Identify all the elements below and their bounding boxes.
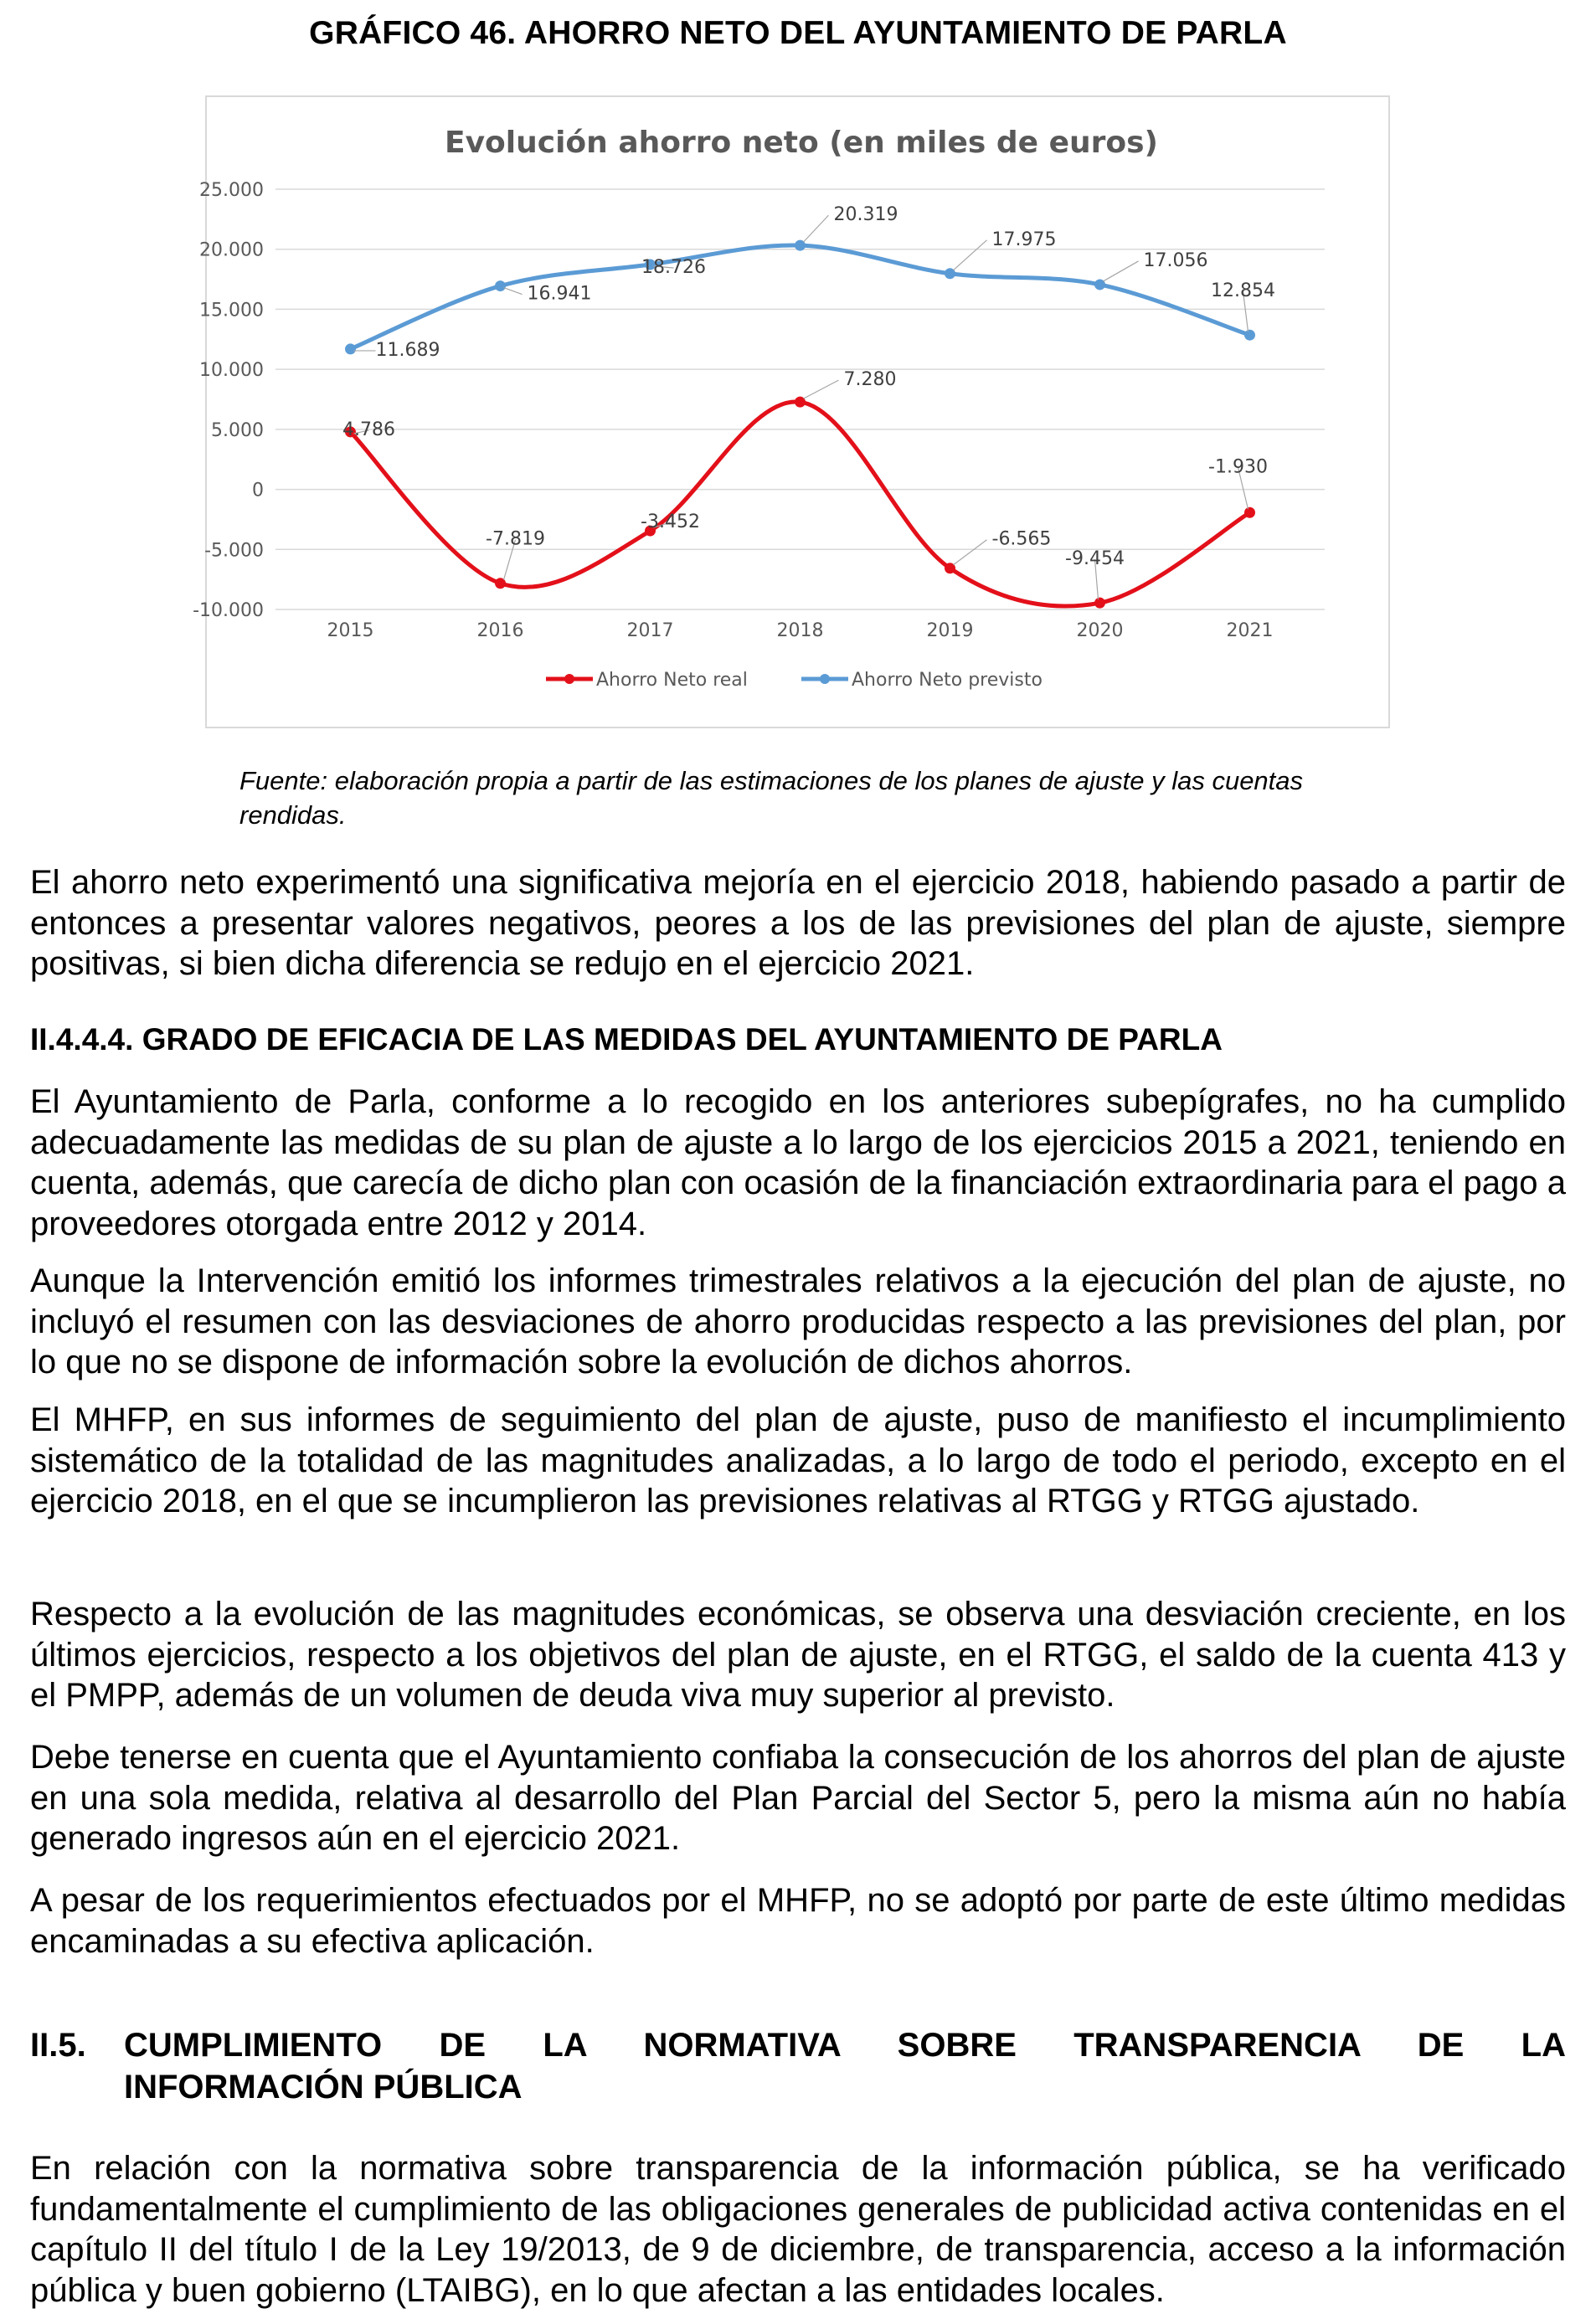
data-point — [345, 343, 356, 354]
data-point — [1094, 598, 1105, 609]
chart-title: Evolución ahorro neto (en miles de euros) — [444, 126, 1159, 160]
data-point — [1244, 507, 1255, 518]
paragraph-4: El MHFP, en sus informes de seguimiento del plan de ajuste, puso de manifiesto el incumplimiento sistemático de la totalidad de las magnitudes analizadas, a lo largo de todo el periodo, excepto en el ejercicio 2018, en el que se incumplieron las previsiones relativas al RTGG y RTGG ajustado. — [30, 1401, 1566, 1519]
data-label: -6.565 — [991, 528, 1052, 550]
data-label-leader — [804, 380, 839, 398]
data-label: 4.786 — [342, 419, 395, 440]
y-tick-label: 0 — [252, 480, 264, 501]
x-tick-label: 2019 — [926, 620, 974, 641]
figure-title: GRÁFICO 46. AHORRO NETO DEL AYUNTAMIENTO DE PARLA — [309, 15, 1287, 51]
data-label-leader — [954, 240, 987, 270]
section-title-line-2: INFORMACIÓN PÚBLICA — [124, 2069, 523, 2105]
data-label: 16.941 — [527, 283, 592, 305]
legend-label: Ahorro Neto previsto — [852, 670, 1043, 691]
data-label: 12.854 — [1211, 280, 1275, 302]
section-title-line-1: CUMPLIMIENTO DE LA NORMATIVA SOBRE TRANSPARENCIA DE LA — [124, 2027, 1566, 2064]
y-tick-label: 25.000 — [199, 180, 264, 201]
x-axis-ticks — [327, 620, 1274, 641]
x-tick-label: 2020 — [1076, 620, 1124, 641]
data-label: 20.319 — [833, 204, 898, 226]
legend-label: Ahorro Neto real — [596, 670, 748, 691]
x-tick-label: 2018 — [776, 620, 824, 641]
y-axis-ticks — [193, 180, 264, 621]
data-point — [495, 280, 506, 291]
x-tick-label: 2017 — [626, 620, 674, 641]
section-heading-ii-4-4-4: II.4.4.4. GRADO DE EFICACIA DE LAS MEDIDAS DEL AYUNTAMIENTO DE PARLA — [30, 1022, 1223, 1057]
data-label: 17.975 — [991, 229, 1057, 250]
paragraph-8: En relación con la normativa sobre transparencia de la información pública, se ha verificado fundamentalmente el cumplimiento de las obligaciones generales de publicidad activa contenidas en el capítulo II del título I de la Ley 19/2013, de 9 de diciembre, de transparencia, acceso a la información pública y buen gobierno (LTAIBG), en lo que afectan a las entidades locales. — [30, 2150, 1566, 2309]
line-chart — [193, 97, 1388, 727]
data-label-leader — [504, 288, 523, 295]
data-label-leader — [954, 540, 987, 565]
paragraph-6: Debe tenerse en cuenta que el Ayuntamiento confiaba la consecución de los ahorros del plan de ajuste en una sola medida, relativa al desarrollo del Plan Parcial del Sector 5, pero la misma aún no había generado ingresos aún en el ejercicio 2021. — [30, 1739, 1566, 1857]
legend-marker — [564, 674, 574, 684]
chart-series — [342, 204, 1275, 609]
y-tick-label: -10.000 — [193, 600, 264, 621]
x-tick-label: 2016 — [476, 620, 524, 641]
figure-source-note: Fuente: elaboración propia a partir de las estimaciones de los planes de ajuste y las cuentas rendidas. — [239, 766, 1304, 830]
paragraph-7: A pesar de los requerimientos efectuados por el MHFP, no se adoptó por parte de este último medidas encaminadas a su efectiva aplicación. — [30, 1882, 1566, 1960]
data-label: 18.726 — [641, 256, 706, 278]
y-tick-label: 10.000 — [199, 360, 264, 382]
data-label: 17.056 — [1143, 249, 1208, 271]
chart-frame — [193, 95, 1390, 728]
chart-legend — [546, 670, 1043, 691]
data-label-leader — [804, 215, 829, 242]
data-label: -3.452 — [641, 512, 700, 533]
paragraph-1: El ahorro neto experimentó una significativa mejoría en el ejercicio 2018, habiendo pasado a partir de entonces a presentar valores negativos, peores a los de las previsiones del plan de ajuste, siempre positivas, si bien dicha diferencia se redujo en el ejercicio 2021. — [30, 864, 1566, 982]
y-tick-label: 15.000 — [199, 300, 264, 321]
y-tick-label: -5.000 — [204, 540, 264, 562]
paragraph-2: El Ayuntamiento de Parla, conforme a lo recogido en los anteriores subepígrafes, no ha cumplido adecuadamente las medidas de su plan de ajuste a lo largo de los ejercicios 2015 a 2021, teniendo en cuenta, además, que carecía de dicho plan con ocasión de la financiación extraordinaria para el pago a proveedores otorgada entre 2012 y 2014. — [30, 1083, 1566, 1242]
y-tick-label: 20.000 — [199, 239, 264, 261]
section-number: II.5. — [30, 2027, 86, 2064]
data-label: -1.930 — [1208, 456, 1268, 478]
data-label: 7.280 — [843, 369, 897, 391]
legend-marker — [820, 674, 830, 684]
x-tick-label: 2021 — [1226, 620, 1274, 641]
data-label: -7.819 — [486, 528, 545, 550]
data-label: 11.689 — [375, 339, 440, 361]
y-tick-label: 5.000 — [211, 419, 264, 441]
section-heading-ii-5 — [30, 2024, 1566, 2108]
series-previsto-line — [351, 245, 1250, 349]
series-real-line — [351, 402, 1250, 606]
data-label-leader — [1104, 261, 1139, 281]
data-point — [1244, 330, 1255, 341]
data-label: -9.454 — [1065, 548, 1125, 570]
paragraph-5: Respecto a la evolución de las magnitudes económicas, se observa una desviación creciente, en los últimos ejercicios, respecto a los objetivos del plan de ajuste, en el RTGG, el saldo de la cuenta 413 y el PMPP, además de un volumen de deuda viva muy superior al previsto. — [30, 1596, 1566, 1714]
x-tick-label: 2015 — [327, 620, 374, 641]
paragraph-3: Aunque la Intervención emitió los informes trimestrales relativos a la ejecución del plan de ajuste, no incluyó el resumen con las desviaciones de ahorro producidas respecto a las previsiones del plan, por lo que no se dispone de información sobre la evolución de dichos ahorros. — [30, 1262, 1566, 1381]
